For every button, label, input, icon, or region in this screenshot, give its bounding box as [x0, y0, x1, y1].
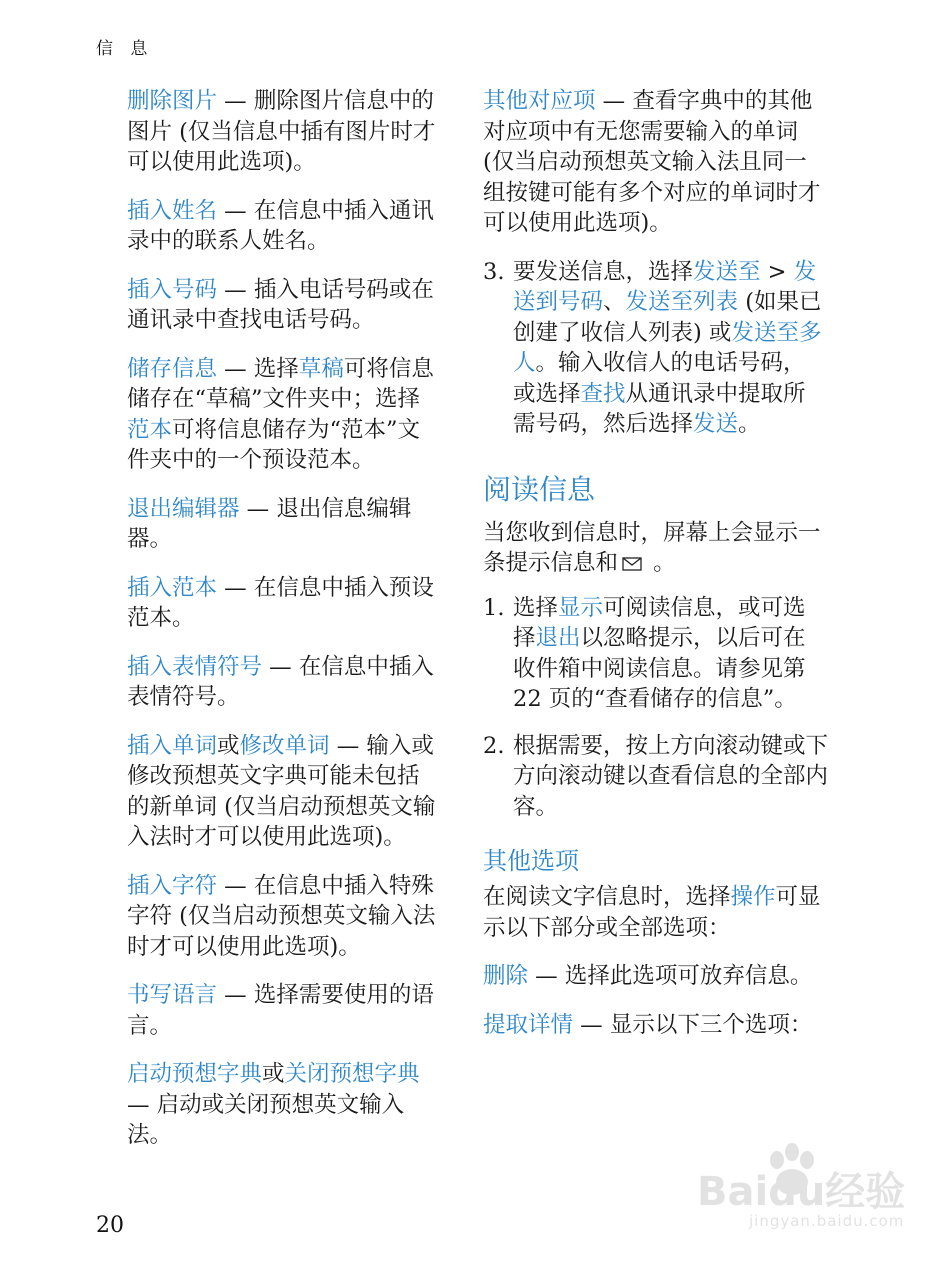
menu-term: 插入字符: [127, 872, 218, 899]
body-text: 。: [738, 411, 761, 437]
menu-term: 退出编辑器: [127, 495, 240, 522]
menu-term: 插入单词: [127, 732, 218, 759]
body-text: — 在信息中插入特殊字符 (仅当启动预想英文输入法时才可以使用此选项)。: [127, 872, 436, 960]
read-steps: [483, 593, 828, 823]
body-text: 或: [262, 1061, 285, 1087]
body-text: — 插入电话号码或在通讯录中查找电话号码。: [127, 276, 434, 333]
options-list: [483, 961, 828, 1040]
watermark-brand: Baidu经验: [697, 1169, 906, 1215]
body-text: 在阅读文字信息时，选择: [483, 884, 731, 910]
option-entry: [127, 196, 437, 257]
section-intro: [483, 518, 828, 579]
menu-term: 发送至: [693, 258, 761, 285]
intro-end: 。: [646, 550, 676, 576]
option-entry: [127, 980, 437, 1041]
body-text: — 删除图片信息中的图片 (仅当信息中插有图片时才可以使用此选项)。: [127, 88, 436, 175]
baidu-jingyan-watermark: [697, 1142, 907, 1247]
menu-term: 发送至多人: [513, 319, 822, 376]
body-text: — 选择需要使用的语言。: [127, 982, 434, 1039]
menu-term: 修改单词: [239, 732, 330, 759]
step-number: 3.: [483, 258, 505, 285]
menu-term: 发送到号码: [513, 258, 817, 315]
body-text: — 显示以下三个选项：: [573, 1011, 813, 1038]
body-text: 选择: [513, 594, 559, 621]
menu-term: 范本: [127, 416, 173, 443]
option-entry: [127, 731, 437, 853]
option-entry: [127, 86, 437, 178]
left-column: [127, 86, 437, 1169]
option-other-matches: [483, 86, 828, 239]
section-title-read-messages: 阅读信息: [483, 472, 596, 506]
body-text: — 启动或关闭预想英文输入法。: [127, 1091, 405, 1148]
body-text: 根据需要，按上方向滚动键或下方向滚动键以查看信息的全部内容。: [513, 732, 829, 820]
body-text: 可显示以下部分或全部选项：: [483, 884, 821, 941]
menu-term: 显示: [558, 594, 604, 621]
body-text: — 输入或修改预想英文字典可能未包括的新单词 (仅当启动预想英文输入法时才可以使用此选项)。: [127, 732, 436, 850]
step-text: [513, 731, 828, 823]
intro-text: 当您收到信息时，屏幕上会显示一条提示信息和: [483, 519, 821, 576]
menu-term: 关闭预想字典: [284, 1061, 420, 1087]
body-text: 以忽略提示，以后可在收件箱中阅读信息。请参见第 22 页的“查看储存的信息”。: [513, 625, 806, 712]
watermark-url: jingyan.baidu.com: [749, 1212, 905, 1230]
body-text: >: [760, 258, 794, 285]
option-entry: [127, 354, 437, 476]
option-entry: [127, 871, 437, 963]
body-text: 从通讯录中提取所需号码，然后选择: [513, 380, 806, 437]
option-entry: [127, 652, 437, 713]
body-text: 可阅读信息，或可选择: [513, 594, 806, 651]
step-number: 1.: [483, 594, 505, 621]
menu-term: 插入号码: [127, 276, 218, 303]
option-entry: [483, 961, 828, 992]
body-text: 或: [217, 732, 240, 759]
body-text: 要发送信息，选择: [513, 258, 694, 285]
body-text: 可将信息储存在“草稿”文件夹中；选择: [127, 355, 434, 412]
menu-term: 启动预想字典: [127, 1061, 263, 1087]
body-text: — 选择此选项可放弃信息。: [528, 963, 813, 989]
envelope-icon: [622, 557, 642, 571]
body-text: — 查看字典中的其他对应项中有无您需要输入的单词 (仅当启动预想英文输入法且同一组按键可能有多个对应的单词时才可以使用此选项)。: [483, 88, 821, 236]
running-header: 信 息: [96, 39, 154, 59]
body-text: — 在信息中插入表情符号。: [127, 653, 434, 710]
body-text: — 选择: [217, 355, 299, 382]
menu-term: 储存信息: [127, 355, 218, 382]
menu-term: 操作: [730, 884, 776, 910]
body-text: — 退出信息编辑器。: [127, 495, 412, 552]
menu-term: 发送至列表: [625, 289, 739, 315]
right-column: [483, 86, 828, 1058]
menu-term: 插入表情符号: [127, 653, 263, 680]
menu-term: 发送: [693, 411, 739, 437]
subsection-intro: [483, 882, 828, 943]
option-entry: [127, 275, 437, 336]
step-text: [513, 593, 828, 715]
menu-term: 书写语言: [127, 982, 218, 1008]
menu-term: 退出: [535, 625, 581, 651]
menu-term: 其他对应项: [483, 88, 596, 114]
body-text: 。输入收信人的电话号码，或选择: [513, 350, 806, 407]
step-3-send: [483, 257, 828, 440]
body-text: 可将信息储存为“范本”文件夹中的一个预设范本。: [127, 416, 421, 473]
menu-term: 草稿: [298, 355, 344, 382]
menu-term: 提取详情: [483, 1011, 574, 1038]
menu-term: 删除: [483, 963, 529, 989]
body-text: — 在信息中插入通讯录中的联系人姓名。: [127, 197, 434, 254]
body-text: 、: [603, 289, 626, 315]
menu-term: 删除图片: [127, 88, 218, 114]
option-entry: [127, 573, 437, 634]
numbered-step: [483, 593, 828, 715]
menu-term: 插入姓名: [127, 197, 218, 224]
option-entry: [127, 1059, 437, 1151]
body-text: (如果已创建了收信人列表) 或: [513, 289, 822, 346]
option-entry: [483, 1010, 828, 1041]
menu-term: 查找: [580, 380, 626, 407]
body-text: — 在信息中插入预设范本。: [127, 574, 434, 631]
menu-term: 插入范本: [127, 574, 218, 601]
step-number: 2.: [483, 732, 505, 759]
numbered-step: [483, 731, 828, 823]
page-number: 20: [96, 1213, 124, 1238]
step-text: [513, 257, 828, 440]
subsection-title-other-options: 其他选项: [483, 847, 579, 875]
option-entry: [127, 494, 437, 555]
